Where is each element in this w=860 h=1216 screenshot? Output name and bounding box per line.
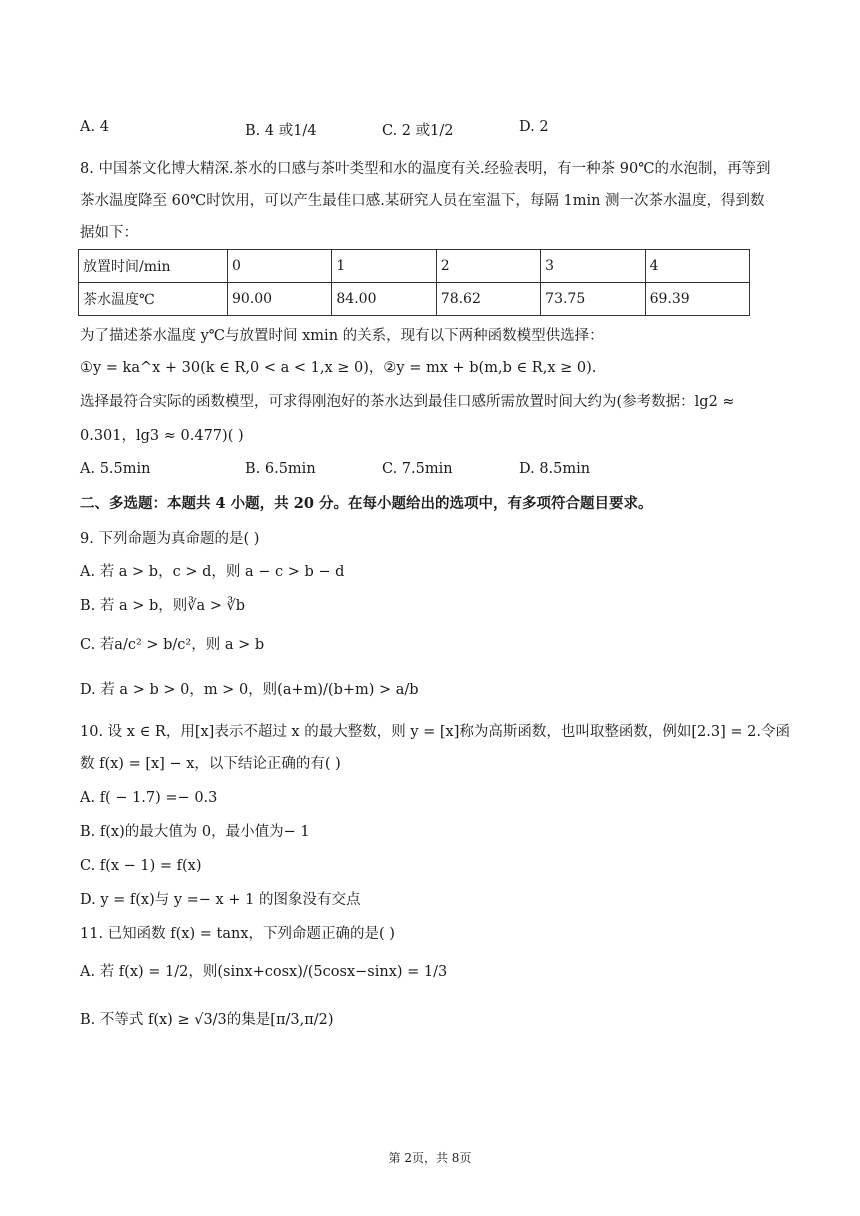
table-cell: 3	[541, 250, 645, 283]
q8-option-b: B. 6.5min	[245, 461, 316, 477]
q8-models: ①y = ka^x + 30(k ∈ R,0 < a < 1,x ≥ 0)，②y = mx + b(m,b ∈ R,x ≥ 0).	[80, 360, 597, 376]
q8-stem-line1: 8. 中国茶文化博大精深.茶水的口感与茶叶类型和水的温度有关.经验表明，有一种茶 90℃的水泡制，再等到	[80, 161, 771, 177]
q10-option-c: C. f(x − 1) = f(x)	[80, 858, 202, 874]
q9-option-b: B. 若 a > b，则∛a > ∛b	[80, 598, 246, 614]
q7-option-d: D. 2	[519, 119, 549, 135]
q7-option-a: A. 4	[80, 119, 109, 135]
q11-stem: 11. 已知函数 f(x) = tanx，下列命题正确的是( )	[80, 926, 395, 942]
q11-option-a: A. 若 f(x) = 1/2，则(sinx+cosx)/(5cosx−sinx) = 1/3	[80, 964, 448, 980]
table-cell: 4	[645, 250, 749, 283]
q8-stem-line3: 据如下：	[80, 225, 138, 241]
table-cell: 茶水温度℃	[79, 283, 228, 316]
table-cell: 放置时间/min	[79, 250, 228, 283]
table-row	[79, 250, 750, 283]
q7-option-c: C. 2 或1/2	[382, 123, 454, 139]
q8-after-line1: 为了描述茶水温度 y℃与放置时间 xmin 的关系，现有以下两种函数模型供选择：	[80, 328, 604, 344]
table-cell: 73.75	[541, 283, 645, 316]
q10-stem-line1: 10. 设 x ∈ R，用[x]表示不超过 x 的最大整数，则 y = [x]称为高斯函数，也叫取整函数，例如[2.3] = 2.令函	[80, 724, 790, 740]
q8-option-a: A. 5.5min	[80, 461, 151, 477]
table-cell: 90.00	[228, 283, 332, 316]
q10-option-a: A. f( − 1.7) =− 0.3	[80, 790, 218, 806]
table-cell: 1	[332, 250, 436, 283]
q8-after-line4: 0.301，lg3 ≈ 0.477)( )	[80, 428, 244, 444]
q7-options	[80, 119, 780, 143]
q8-stem-line2: 茶水温度降至 60℃时饮用，可以产生最佳口感.某研究人员在室温下，每隔 1min 测一次茶水温度，得到数	[80, 193, 765, 209]
table-cell: 69.39	[645, 283, 749, 316]
q8-options	[80, 461, 780, 485]
q8-option-c: C. 7.5min	[382, 461, 453, 477]
q8-option-d: D. 8.5min	[519, 461, 591, 477]
q11-option-b: B. 不等式 f(x) ≥ √3/3的集是[π/3,π/2)	[80, 1012, 334, 1028]
table-cell: 78.62	[436, 283, 540, 316]
q9-stem: 9. 下列命题为真命题的是( )	[80, 531, 260, 547]
table-row	[79, 283, 750, 316]
section-heading: 二、多选题：本题共 4 小题，共 20 分。在每小题给出的选项中，有多项符合题目要求。	[80, 495, 653, 512]
q9-option-c: C. 若a/c² > b/c²，则 a > b	[80, 637, 265, 653]
q10-option-d: D. y = f(x)与 y =− x + 1 的图象没有交点	[80, 892, 361, 908]
q8-data-table	[78, 249, 750, 316]
q9-option-a: A. 若 a > b，c > d，则 a − c > b − d	[80, 564, 345, 580]
q9-option-d: D. 若 a > b > 0，m > 0，则(a+m)/(b+m) > a/b	[80, 682, 419, 698]
q7-option-b: B. 4 或1/4	[245, 123, 317, 139]
table-cell: 84.00	[332, 283, 436, 316]
table-cell: 2	[436, 250, 540, 283]
q10-option-b: B. f(x)的最大值为 0，最小值为− 1	[80, 824, 310, 840]
q8-after-line3: 选择最符合实际的函数模型，可求得刚泡好的茶水达到最佳口感所需放置时间大约为(参考数据：lg2 ≈	[80, 394, 735, 410]
table-cell: 0	[228, 250, 332, 283]
page-footer: 第 2页，共 8页	[388, 1151, 472, 1165]
q10-stem-line2: 数 f(x) = [x] − x，以下结论正确的有( )	[80, 756, 341, 772]
